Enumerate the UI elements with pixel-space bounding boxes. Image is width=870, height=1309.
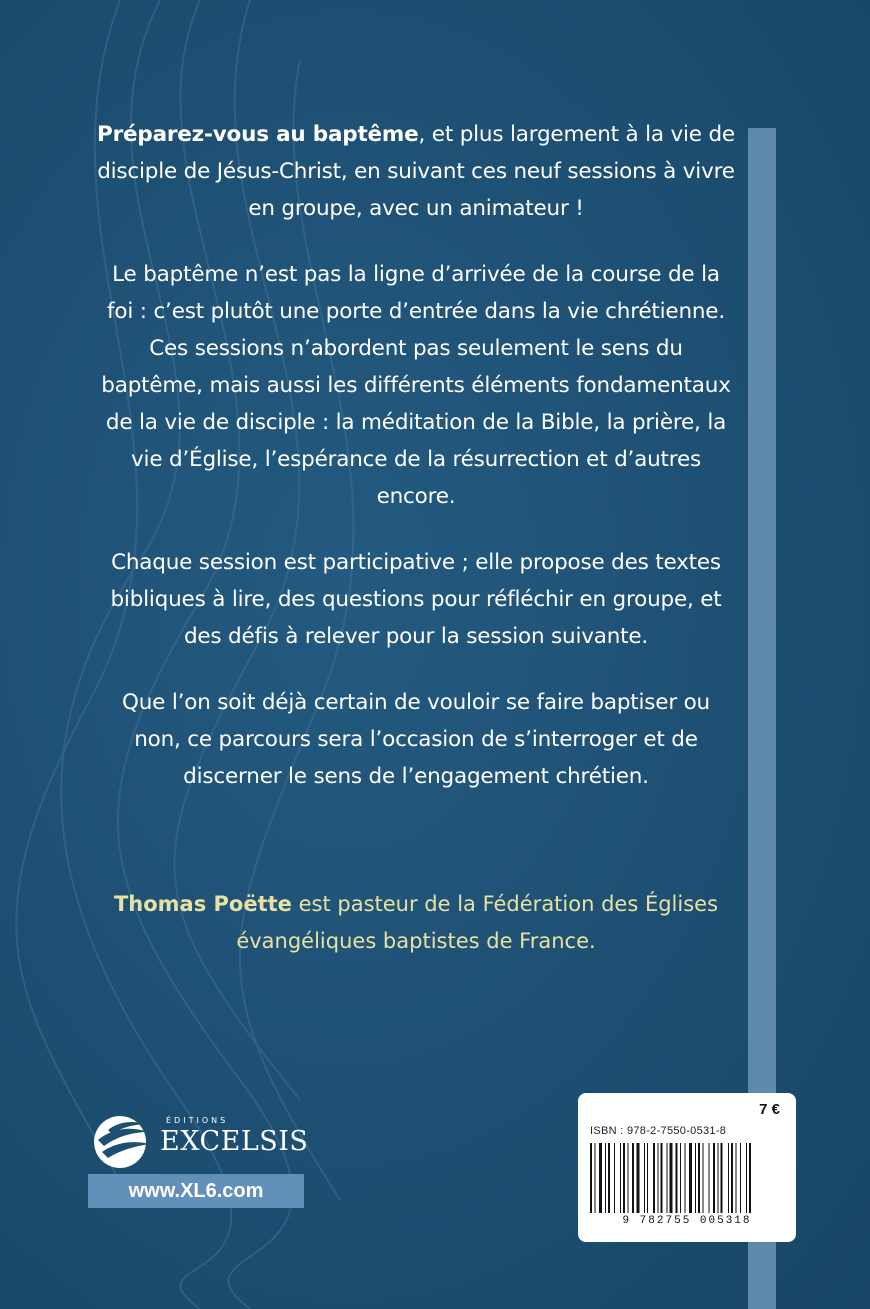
barcode-bar — [709, 1143, 710, 1213]
barcode-bar — [689, 1143, 692, 1213]
barcode-bar — [676, 1143, 678, 1213]
barcode-bar — [644, 1143, 645, 1213]
description-paragraph-4: Que l’on soit déjà certain de vouloir se faire baptiser ou non, ce parcours sera l’occasion de s’interroger et de discerner le sens de l’engagement chrétien. — [122, 690, 710, 789]
description-paragraph-1 — [96, 116, 736, 227]
price-label: 7 € — [759, 1101, 780, 1118]
barcode-bar — [736, 1143, 737, 1213]
barcode-bar — [653, 1143, 655, 1213]
publisher-small-label: ÉDITIONS — [166, 1116, 229, 1125]
barcode-bar — [685, 1143, 686, 1213]
barcode-bar — [637, 1143, 640, 1213]
barcode-bar — [608, 1143, 610, 1213]
barcode-bar — [731, 1143, 733, 1213]
isbn-number: ISBN : 978-2-7550-0531-8 — [590, 1125, 727, 1137]
excelsis-logo-icon — [88, 1110, 156, 1170]
barcode-bar — [713, 1143, 715, 1213]
ean-number: 9 782755 005318 — [622, 1215, 752, 1227]
barcode-bar — [749, 1143, 751, 1213]
barcode-bar — [703, 1143, 704, 1213]
barcode-bar — [718, 1143, 719, 1213]
barcode-bar — [695, 1143, 696, 1213]
barcode-bar — [632, 1143, 634, 1213]
author-bio — [96, 886, 736, 960]
description-text — [96, 116, 736, 824]
author-name: Thomas Poëtte — [113, 892, 292, 916]
publisher-name: EXCELSIS — [160, 1126, 309, 1157]
barcode-bars — [590, 1143, 784, 1213]
barcode-bar — [680, 1143, 681, 1213]
barcode-bar — [605, 1143, 606, 1213]
author-description: est pasteur de la Fédération des Églises évangéliques baptistes de France. — [236, 892, 719, 953]
publisher-block — [88, 1110, 308, 1210]
barcode-bar — [661, 1143, 663, 1213]
barcode-bar — [595, 1143, 596, 1213]
description-lead-rest: , et plus largement à la vie de disciple de Jésus-Christ, en suivant ces neuf sessions à vivre en groupe, avec un animateur ! — [97, 122, 735, 221]
description-lead-bold: Préparez-vous au baptême — [97, 122, 419, 147]
barcode-bar — [670, 1143, 673, 1213]
barcode-bar — [623, 1143, 625, 1213]
barcode-bar — [647, 1143, 648, 1213]
barcode-bar — [620, 1143, 621, 1213]
barcode-bar — [698, 1143, 700, 1213]
barcode-label — [578, 1093, 796, 1242]
barcode-bar — [728, 1143, 729, 1213]
barcode-bar — [614, 1143, 615, 1213]
publisher-website: www.XL6.com — [88, 1174, 304, 1208]
barcode-bar — [628, 1143, 629, 1213]
barcode-bar — [590, 1143, 592, 1213]
barcode-bar — [658, 1143, 659, 1213]
barcode-bar — [740, 1143, 741, 1213]
barcode-bar — [667, 1143, 668, 1213]
description-paragraph-2: Le baptême n’est pas la ligne d’arrivée de la course de la foi : c’est plutôt une porte d’entrée dans la vie chrétienne. Ces sessions n’abordent pas seulement le sens du baptême, mais aussi les différents éléments fondamentaux de la vie de disciple : la méditation de la Bible, la prière, la vie d’Église, l’espérance de la résurrection et d’autres encore. — [101, 262, 731, 509]
description-paragraph-3: Chaque session est participative ; elle propose des textes bibliques à lire, des questions pour réfléchir en groupe, et des défis à relever pour la session suivante. — [110, 550, 722, 649]
barcode-bar — [746, 1143, 747, 1213]
barcode-bar — [599, 1143, 602, 1213]
barcode-bar — [721, 1143, 723, 1213]
